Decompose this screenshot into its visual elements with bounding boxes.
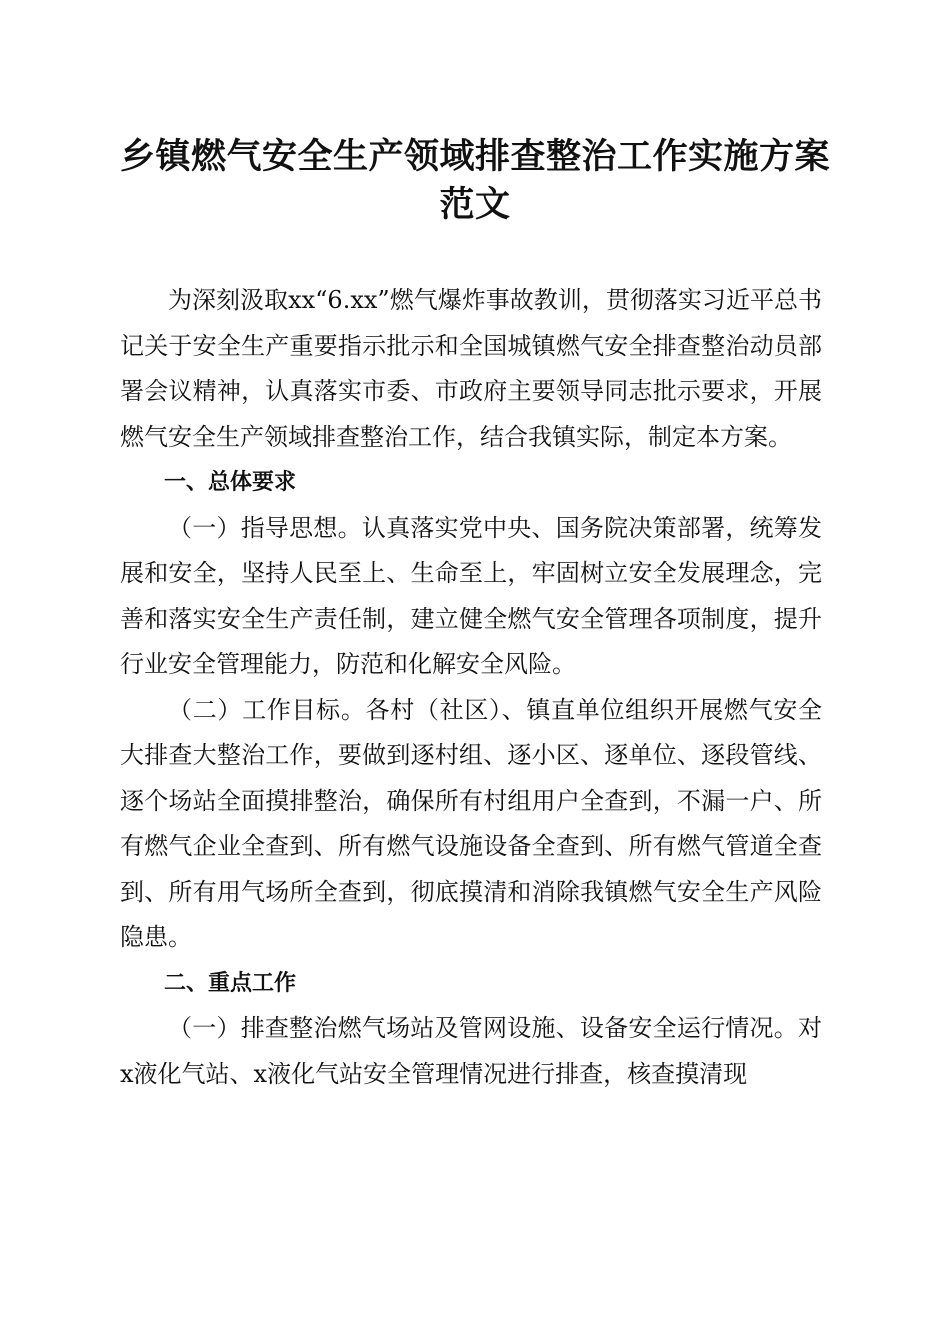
paragraph-work-goals	[120, 688, 822, 961]
title-line-1: 乡镇燃气安全生产领域排查整治工作实施方案	[119, 137, 830, 177]
title-line-2: 范文	[439, 185, 511, 225]
paragraph-text: 各村（社区）、镇直单位组织开展燃气安全大排查大整治工作，要做到逐村组、逐小区、逐单位、逐段管线、逐个场站全面摸排整治，确保所有村组用户全查到，不漏一户、所有燃气企业全查到、所有燃气设施设备全查到、所有燃气管道全查到、所有用气场所全查到，彻底摸清和消除我镇燃气安全生产风险隐患。	[120, 695, 823, 951]
document-title	[100, 133, 850, 229]
section-heading-key-work: 二、重点工作	[164, 970, 297, 996]
paragraph-lead: （一）指导思想。	[168, 513, 362, 542]
paragraph-text: 对x液化气站、x液化气站安全管理情况进行排查，核查摸清现	[120, 1014, 822, 1088]
paragraph-guiding-ideology	[120, 506, 822, 688]
paragraph-lead: （二）工作目标。	[168, 695, 366, 724]
document-body	[120, 278, 822, 1097]
intro-paragraph: 为深刻汲取xx“6.xx”燃气爆炸事故教训，贯彻落实习近平总书记关于安全生产重要指示批示和全国城镇燃气安全排查整治动员部署会议精神，认真落实市委、市政府主要领导同志批示要求，开展燃气安全生产领域排查整治工作，结合我镇实际，制定本方案。	[120, 286, 822, 451]
paragraph-lead: （一）排查整治燃气场站及管网设施、设备安全运行情况。	[168, 1014, 798, 1042]
paragraph-text: 认真落实党中央、国务院决策部署，统筹发展和安全，坚持人民至上、生命至上，牢固树立安全发展理念，完善和落实安全生产责任制，建立健全燃气安全管理各项制度，提升行业安全管理能力，防范和化解安全风险。	[120, 513, 823, 678]
paragraph-gas-station-inspection	[120, 1006, 822, 1097]
section-heading-general-requirements: 一、总体要求	[164, 470, 297, 495]
